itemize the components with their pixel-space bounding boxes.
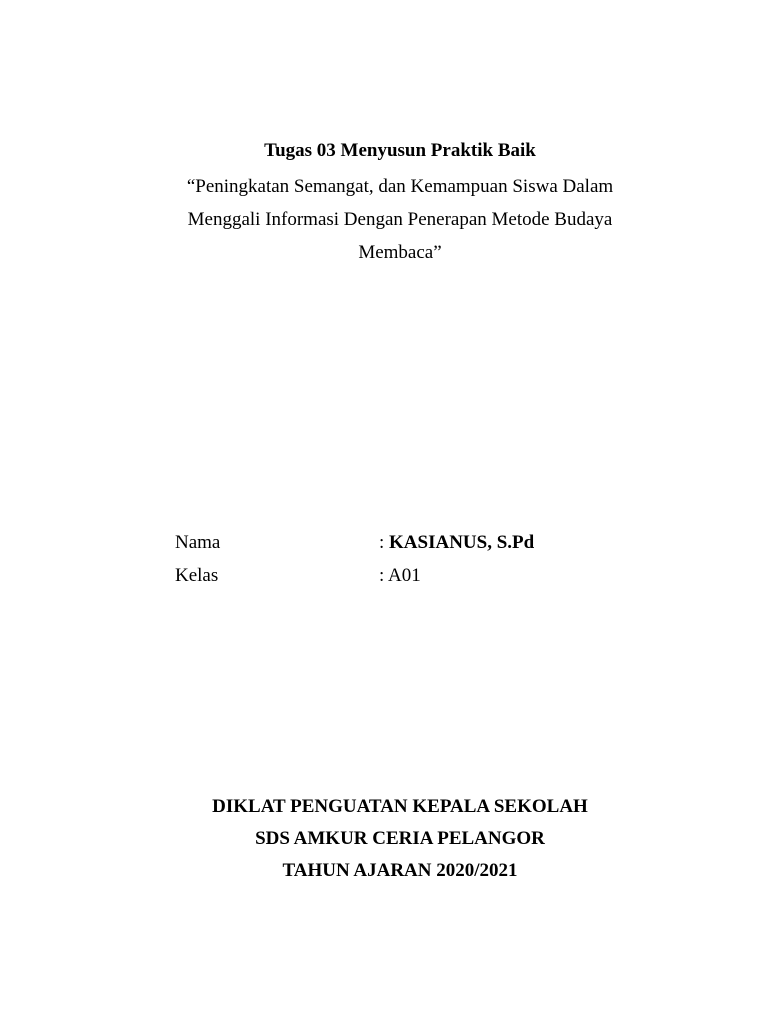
class-value-wrapper bbox=[379, 559, 421, 592]
name-label: Nama bbox=[175, 532, 221, 553]
identity-block bbox=[175, 526, 655, 592]
class-label: Kelas bbox=[175, 565, 219, 586]
name-row bbox=[175, 526, 655, 559]
footer-line-training: DIKLAT PENGUATAN KEPALA SEKOLAH bbox=[212, 796, 588, 817]
name-value: KASIANUS, S.Pd bbox=[389, 532, 535, 553]
footer-line-school: SDS AMKUR CERIA PELANGOR bbox=[255, 828, 545, 849]
document-subtitle-line-3: Membaca” bbox=[358, 242, 442, 263]
document-subtitle-line-2: Menggali Informasi Dengan Penerapan Metode Budaya bbox=[187, 209, 613, 230]
name-separator: : bbox=[379, 532, 390, 553]
class-value: A01 bbox=[387, 565, 421, 586]
class-separator: : bbox=[379, 565, 388, 586]
name-value-wrapper bbox=[379, 526, 534, 559]
class-row bbox=[175, 559, 655, 592]
document-subtitle-line-1: “Peningkatan Semangat, dan Kemampuan Siswa Dalam bbox=[186, 176, 614, 197]
footer-line-academic-year: TAHUN AJARAN 2020/2021 bbox=[282, 860, 518, 881]
title-block bbox=[120, 138, 680, 269]
document-title: Tugas 03 Menyusun Praktik Baik bbox=[264, 140, 536, 161]
footer-block bbox=[120, 791, 680, 887]
